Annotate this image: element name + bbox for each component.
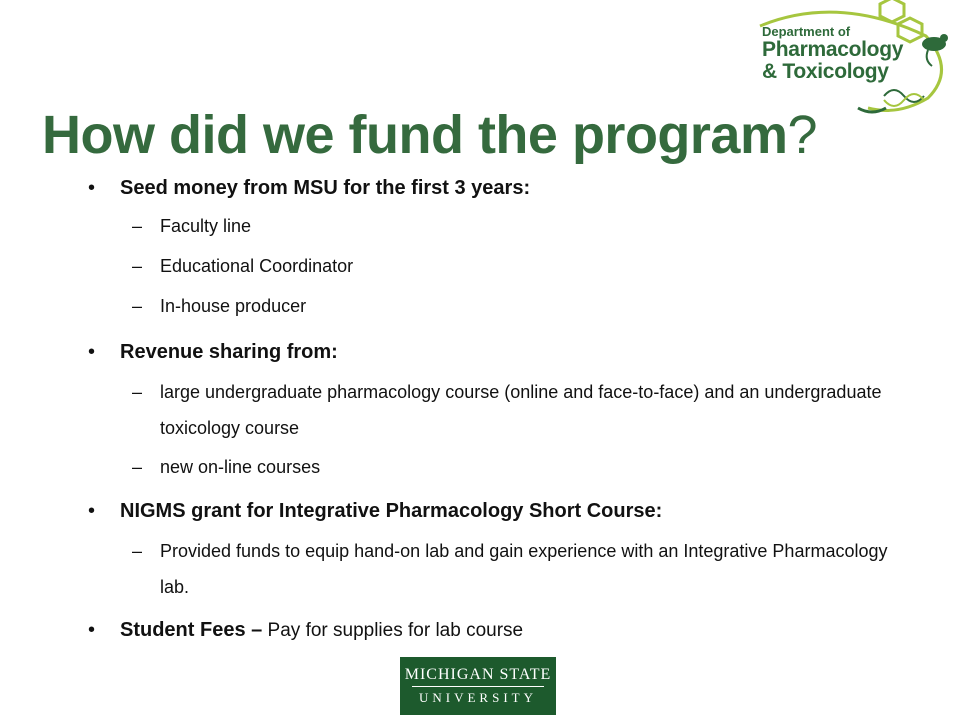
bullet-revenue-sharing: Revenue sharing from: [120,341,338,363]
sub-bullet-marker: – [132,216,143,236]
msu-logo [400,657,556,715]
sub-bullet-in-house-producer: In-house producer [160,296,307,316]
slide-title-mark: ? [787,105,818,165]
sub-bullet-marker: – [132,296,143,316]
bullet-student-fees [120,619,523,642]
msu-logo-divider [412,686,544,687]
logo-pharmacology: Pharmacology [762,38,904,61]
msu-logo-line1: MICHIGAN STATE [404,666,552,683]
slide-title-text: How did we fund the program [42,105,788,165]
sub-bullet-faculty-line: Faculty line [160,216,252,236]
logo-department-of: Department of [762,24,851,39]
logo-toxicology: & Toxicology [762,60,889,83]
bullet-student-fees-bold: Student Fees – [120,619,263,641]
bullet-marker: • [88,341,96,363]
sub-bullet-marker: – [132,382,143,402]
bullet-nigms-grant: NIGMS grant for Integrative Pharmacology Short Course: [120,500,663,522]
bullet-marker: • [88,177,96,199]
bullet-student-fees-detail: Pay for supplies for lab course [262,620,524,641]
sub-bullet-marker: – [132,541,143,561]
bullet-marker: • [88,619,96,641]
bullet-seed-money: Seed money from MSU for the first 3 years: [120,177,531,199]
sub-bullet-marker: – [132,457,143,477]
bullet-marker: • [88,500,96,522]
sub-bullet-undergrad-courses: large undergraduate pharmacology course (online and face-to-face) and an undergraduate toxicology course [160,382,882,438]
msu-logo-line2: UNIVERSITY [419,690,537,705]
sub-bullet-online-courses: new on-line courses [160,457,321,477]
sub-bullet-educational-coordinator: Educational Coordinator [160,256,354,276]
sub-bullet-lab-funds: Provided funds to equip hand-on lab and gain experience with an Integrative Pharmacology lab. [160,541,888,597]
sub-bullet-marker: – [132,256,143,276]
